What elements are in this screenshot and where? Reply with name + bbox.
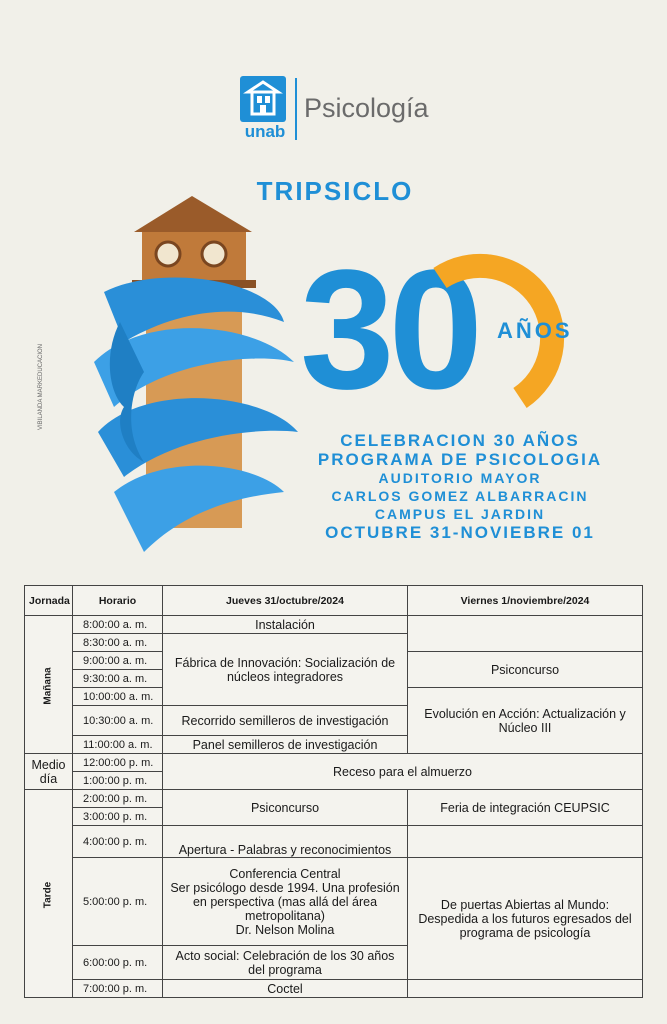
event-line-1: CELEBRACION 30 AÑOS bbox=[340, 431, 580, 450]
table-row bbox=[25, 858, 643, 946]
time-cell: 12:00:00 p. m. bbox=[73, 754, 163, 772]
header-horario: Horario bbox=[73, 586, 163, 616]
time-cell: 1:00:00 p. m. bbox=[73, 772, 163, 790]
fri-empty-2 bbox=[408, 826, 643, 858]
time-cell: 8:00:00 a. m. bbox=[73, 616, 163, 634]
thu-psiconcurso: Psiconcurso bbox=[163, 790, 408, 826]
table-row bbox=[25, 826, 643, 858]
thu-coctel: Coctel bbox=[163, 980, 408, 998]
number-thirty: 30 bbox=[300, 238, 478, 418]
event-line-4: CARLOS GOMEZ ALBARRACIN bbox=[331, 488, 589, 504]
event-line-5: CAMPUS EL JARDIN bbox=[374, 506, 546, 522]
fri-empty-3 bbox=[408, 980, 643, 998]
thu-apertura: Apertura - Palabras y reconocimientos bbox=[163, 826, 408, 858]
table-header-row bbox=[25, 586, 643, 616]
thu-panel: Panel semilleros de investigación bbox=[163, 736, 408, 754]
thu-conferencia: Conferencia Central Ser psicólogo desde 1994. Una profesión en perspectiva (mas allá del área metropolitana) Dr. Nelson Molina bbox=[163, 858, 408, 946]
time-cell: 10:00:00 a. m. bbox=[73, 688, 163, 706]
jornada-tarde: Tarde bbox=[25, 790, 73, 998]
anos-label: AÑOS bbox=[497, 318, 573, 343]
unab-psicologia-logo bbox=[240, 76, 440, 146]
time-cell: 3:00:00 p. m. bbox=[73, 808, 163, 826]
page-title: TRIPSICLO bbox=[256, 176, 414, 206]
receso-almuerzo: Receso para el almuerzo bbox=[163, 754, 643, 790]
time-cell: 11:00:00 a. m. bbox=[73, 736, 163, 754]
tower-head-illustration bbox=[84, 192, 304, 560]
side-credit: VIBILANDA MARKEDUCACION bbox=[38, 343, 44, 430]
table-row bbox=[25, 616, 643, 634]
time-cell: 8:30:00 a. m. bbox=[73, 634, 163, 652]
fri-empty-1 bbox=[408, 616, 643, 652]
thu-recorrido: Recorrido semilleros de investigación bbox=[163, 706, 408, 736]
tower-logo-icon bbox=[240, 76, 286, 122]
time-cell: 9:30:00 a. m. bbox=[73, 670, 163, 688]
time-cell: 2:00:00 p. m. bbox=[73, 790, 163, 808]
time-cell: 5:00:00 p. m. bbox=[73, 858, 163, 946]
logo-unab-text: unab bbox=[244, 122, 286, 141]
schedule-table bbox=[24, 585, 643, 998]
thu-fabrica: Fábrica de Innovación: Socialización de núcleos integradores bbox=[163, 634, 408, 706]
fri-puertas: De puertas Abiertas al Mundo: Despedida a los futuros egresados del programa de psicología bbox=[408, 858, 643, 980]
logo-program-text: Psicología bbox=[304, 93, 429, 123]
event-line-3: AUDITORIO MAYOR bbox=[378, 470, 542, 486]
event-line-2: PROGRAMA DE PSICOLOGIA bbox=[317, 450, 603, 469]
logo-divider bbox=[295, 78, 297, 140]
time-cell: 7:00:00 p. m. bbox=[73, 980, 163, 998]
event-line-6: OCTUBRE 31-NOVIEBRE 01 bbox=[325, 523, 595, 542]
time-cell: 10:30:00 a. m. bbox=[73, 706, 163, 736]
fri-psiconcurso: Psiconcurso bbox=[408, 652, 643, 688]
thu-acto: Acto social: Celebración de los 30 años del programa bbox=[163, 946, 408, 980]
time-cell: 6:00:00 p. m. bbox=[73, 946, 163, 980]
jornada-manana: Mañana bbox=[25, 616, 73, 754]
table-row bbox=[25, 790, 643, 808]
header-jornada: Jornada bbox=[25, 586, 73, 616]
table-row bbox=[25, 754, 643, 772]
time-cell: 4:00:00 p. m. bbox=[73, 826, 163, 858]
fri-evolucion: Evolución en Acción: Actualización y Núcleo III bbox=[408, 688, 643, 754]
jornada-mediodia: Medio día bbox=[25, 754, 73, 790]
header-day2: Viernes 1/noviembre/2024 bbox=[408, 586, 643, 616]
time-cell: 9:00:00 a. m. bbox=[73, 652, 163, 670]
header-day1: Jueves 31/octubre/2024 bbox=[163, 586, 408, 616]
thu-instalacion: Instalación bbox=[163, 616, 408, 634]
fri-feria: Feria de integración CEUPSIC bbox=[408, 790, 643, 826]
table-row bbox=[25, 980, 643, 998]
event-info bbox=[290, 431, 630, 542]
